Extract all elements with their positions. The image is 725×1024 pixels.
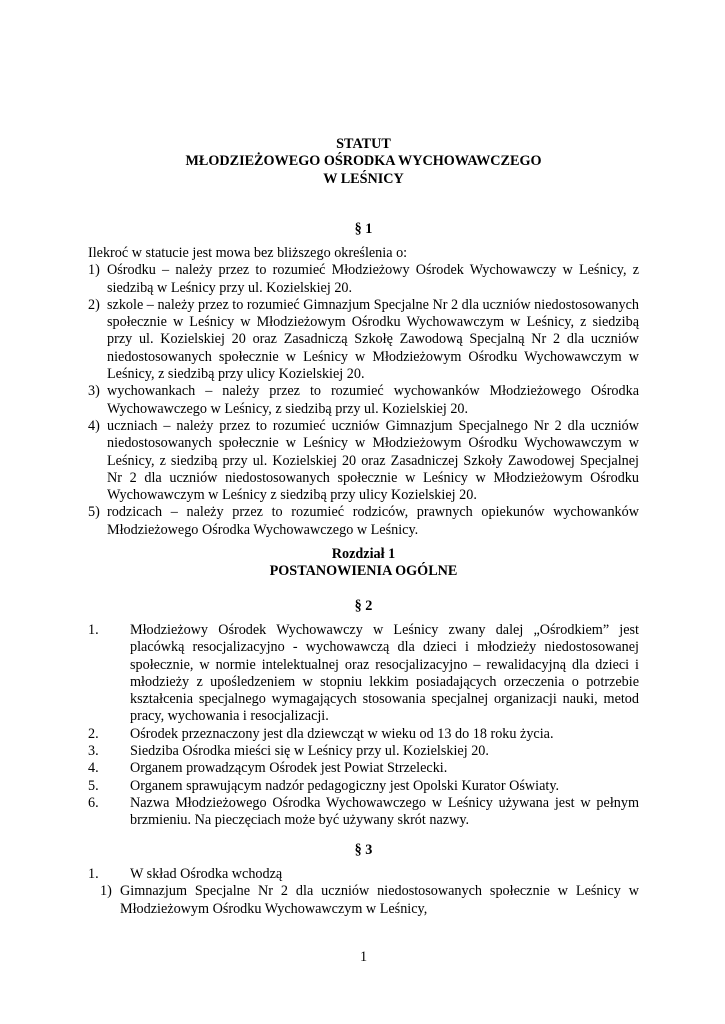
provision-item-4: 4. Organem prowadzącym Ośrodek jest Powiat Strzelecki. [88, 760, 448, 777]
definition-item-3: 3) wychowankach – należy przez to rozumieć wychowanków Młodzieżowego Ośrodka Wychowawczego w Leśnicy, z siedzibą przy ul. Kozielskiej 20. [88, 383, 639, 417]
section-3-heading: § 3 [354, 842, 373, 858]
page-number: 1 [359, 949, 368, 965]
definition-item-4: 4) uczniach – należy przez to rozumieć uczniów Gimnazjum Specjalnego Nr 2 dla uczniów niedostosowanych społecznie w Leśnicy w Młodzieżowym Ośrodku Wychowawczym w Leśnicy, z siedzibą przy ul. Kozielskiej 20 oraz Zasadniczej Szkoły Zawodowej Specjalnej Nr 2 dla uczniów niedostosowanych społecznie w Leśnicy w Młodzieżowym Ośrodku Wychowawczym w Leśnicy z siedzibą przy ulicy Kozielskiej 20. [88, 417, 639, 504]
composition-subitem-1: 1) Gimnazjum Specjalne Nr 2 dla uczniów niedostosowanych społecznie w Leśnicy w Młodzieżowym Ośrodku Wychowawczym w Leśnicy, [100, 883, 639, 917]
definition-item-5: 5) rodzicach – należy przez to rozumieć rodziców, prawnych opiekunów wychowanków Młodzieżowego Ośrodka Wychowawczego w Leśnicy. [88, 504, 639, 538]
provision-item-3: 3. Siedziba Ośrodka mieści się w Leśnicy przy ul. Kozielskiej 20. [88, 743, 489, 760]
provision-item-6: 6. Nazwa Młodzieżowego Ośrodka Wychowawczego w Leśnicy używana jest w pełnym brzmieniu. Na pieczęciach może być używany skrót nazwy. [88, 794, 639, 829]
title-line-3: W LEŚNICY [323, 170, 404, 187]
composition-item-1: 1. W skład Ośrodka wchodzą [88, 866, 283, 882]
section-1-heading: § 1 [354, 221, 373, 237]
section-1-body [88, 245, 639, 539]
title-line-2: MŁODZIEŻOWEGO OŚRODKA WYCHOWAWCZEGO [185, 153, 542, 170]
section-3-body [88, 866, 639, 918]
chapter-title: POSTANOWIENIA OGÓLNE [269, 563, 458, 580]
provision-item-1: 1. Młodzieżowy Ośrodek Wychowawczy w Leśnicy zwany dalej „Ośrodkiem” jest placówką resocjalizacyjno - wychowawczą dla dzieci i młodzieży niedostosowanej społecznie, w normie intelektualnej oraz resocjalizacyjno – rewalidacyjną dla dzieci i młodzieży z upośledzeniem w stopniu lekkim posiadających orzeczenia o potrzebie kształcenia specjalnego wymagających stosowania specjalnej organizacji nauki, metod pracy, wychowania i resocjalizacji. [88, 622, 639, 725]
section-1-intro: Ilekroć w statucie jest mowa bez bliższego określenia o: [88, 245, 408, 261]
provision-item-5: 5. Organem sprawującym nadzór pedagogiczny jest Opolski Kurator Oświaty. [88, 777, 560, 794]
provision-item-2: 2. Ośrodek przeznaczony jest dla dziewcząt w wieku od 13 do 18 roku życia. [88, 725, 554, 742]
chapter-label: Rozdział 1 [331, 546, 396, 562]
definition-item-1: 1) Ośrodku – należy przez to rozumieć Młodzieżowy Ośrodek Wychowawczy w Leśnicy, z siedzibą w Leśnicy przy ul. Kozielskiej 20. [88, 262, 639, 296]
definition-item-2: 2) szkole – należy przez to rozumieć Gimnazjum Specjalne Nr 2 dla uczniów niedostosowanych społecznie w Leśnicy w Młodzieżowym Ośrodku Wychowawczym w Leśnicy, z siedzibą przy ul. Kozielskiej 20 oraz Zasadniczą Szkołę Zawodową Specjalną Nr 2 dla uczniów niedostosowanych społecznie w Leśnicy w Młodzieżowym Ośrodku Wychowawczym w Leśnicy, z siedzibą przy ulicy Kozielskiej 20. [88, 296, 639, 383]
document-title [88, 136, 639, 188]
title-line-1: STATUT [336, 136, 391, 152]
composition-subitem-1-wrap [88, 883, 639, 918]
chapter-1-heading [88, 546, 639, 581]
section-2-heading: § 2 [354, 598, 373, 614]
section-2-body [88, 622, 639, 830]
